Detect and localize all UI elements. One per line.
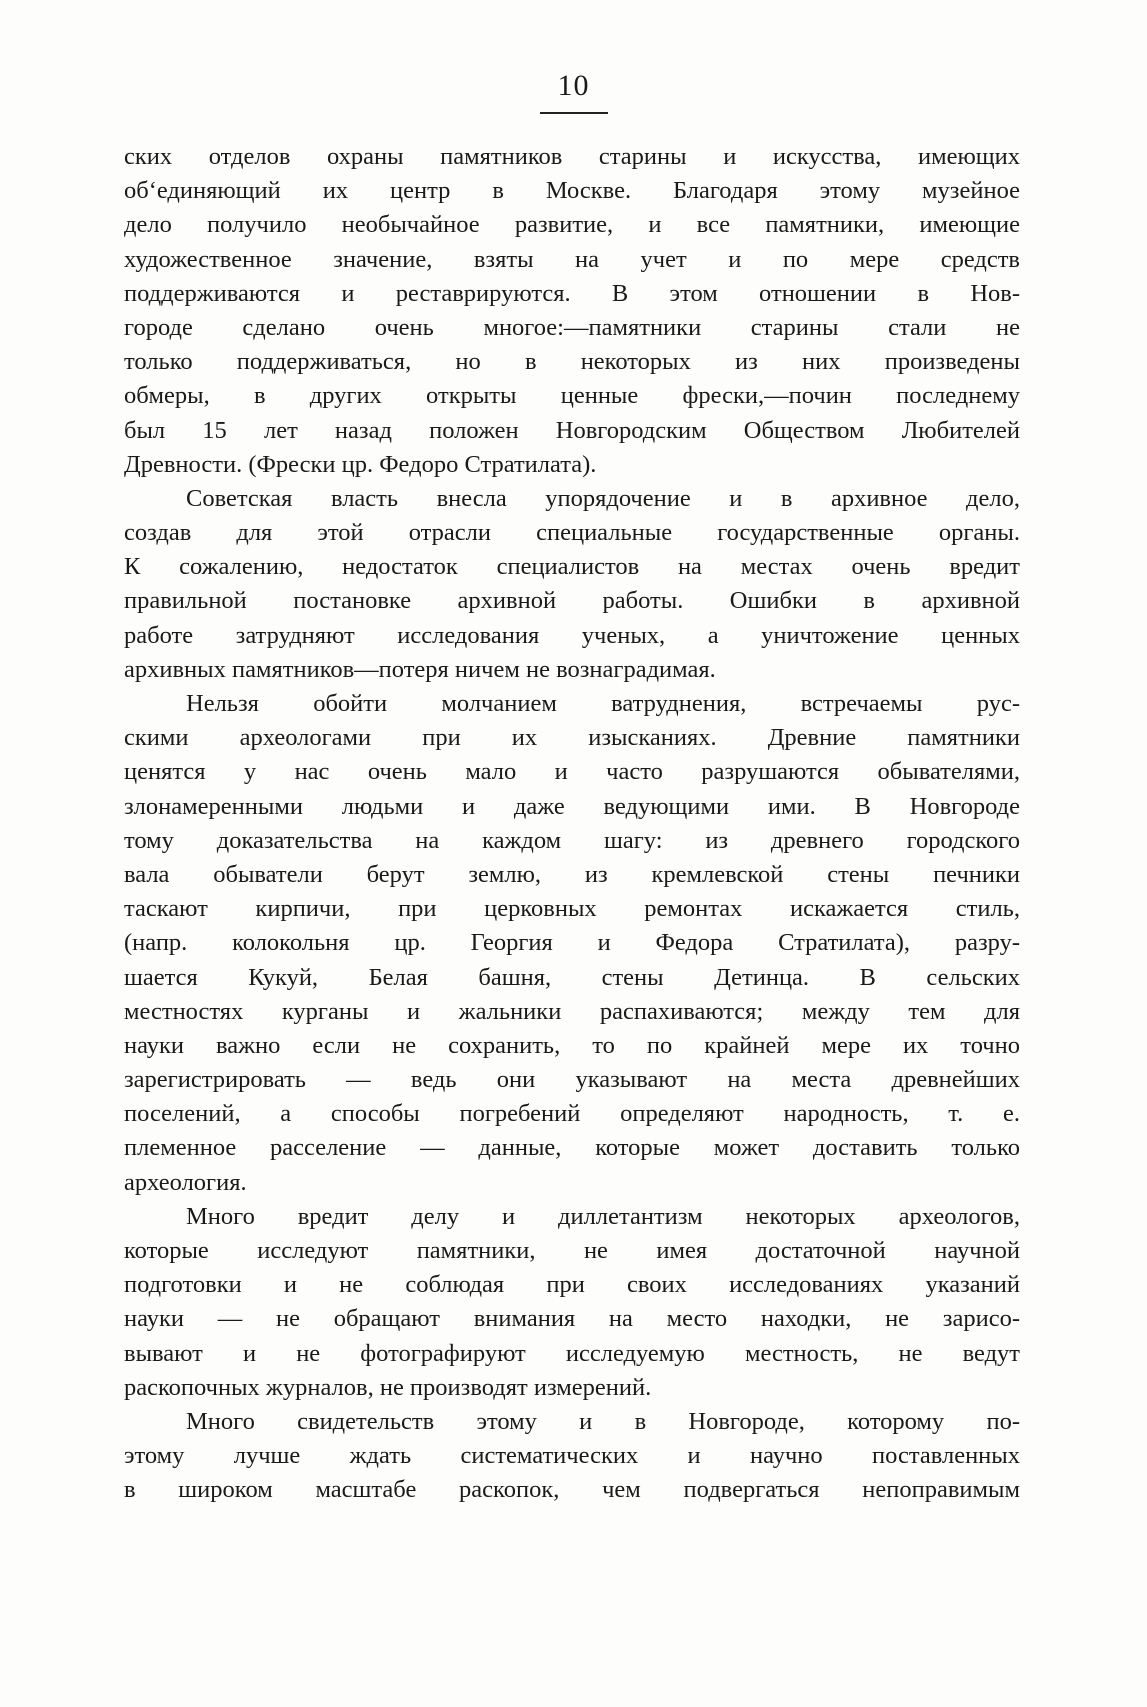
- text-line: городе сделано очень многое:—памятники старины стали не: [124, 313, 1020, 341]
- text-line: создав для этой отрасли специальные государственные органы.: [124, 519, 1020, 547]
- text-line: обмеры, в других открыты ценные фрески,—почин последнему: [124, 382, 1020, 410]
- text-line: злонамеренными людьми и даже ведующими ими. В Новгороде: [124, 792, 1020, 820]
- text-line: археология.: [124, 1168, 247, 1196]
- text-line: этому лучше ждать систематических и научно поставленных: [124, 1442, 1020, 1470]
- text-line: архивных памятников—потеря ничем не вознаградимая.: [124, 655, 716, 683]
- text-line: науки важно если не сохранить, то по крайней мере их точно: [124, 1031, 1020, 1059]
- text-line: поддерживаются и реставрируются. В этом отношении в Нов-: [124, 279, 1020, 307]
- text-line: ценятся у нас очень мало и часто разрушаются обывателями,: [124, 758, 1020, 786]
- text-line: ских отделов охраны памятников старины и искусства, имеющих: [124, 143, 1020, 170]
- text-line: подготовки и не соблюдая при своих исследованиях указаний: [124, 1271, 1020, 1299]
- body-text: [124, 140, 1020, 1508]
- text-line: шается Кукуй, Белая башня, стены Детинца. В сельских: [124, 963, 1020, 991]
- text-line: в широком масштабе раскопок, чем подвергаться непоправимым: [124, 1476, 1020, 1504]
- text-line: только поддерживаться, но в некоторых из них произведены: [124, 348, 1020, 376]
- text-line: раскопочных журналов, не производят измерений.: [124, 1373, 652, 1401]
- text-line: работе затрудняют исследования ученых, а уничтожение ценных: [124, 621, 1020, 649]
- text-line: науки — не обращают внимания на место находки, не зарисо-: [124, 1305, 1020, 1333]
- text-line: таскают кирпичи, при церковных ремонтах искажается стиль,: [124, 895, 1020, 923]
- text-line: Много вредит делу и диллетантизм некоторых археологов,: [186, 1202, 1020, 1230]
- text-line: зарегистрировать — ведь они указывают на места древнейших: [124, 1066, 1020, 1094]
- text-line: Советская власть внесла упорядочение и в архивное дело,: [186, 484, 1020, 512]
- text-line: местностях курганы и жальники распахиваются; между тем для: [124, 997, 1020, 1025]
- page-number: 10: [557, 69, 590, 102]
- text-line: был 15 лет назад положен Новгородским Обществом Любителей: [124, 416, 1020, 444]
- text-line: Нельзя обойти молчанием ватруднения, встречаемы рус-: [186, 690, 1020, 717]
- text-line: скими археологами при их изысканиях. Древние памятники: [124, 724, 1020, 752]
- page-number-underline: [540, 112, 608, 114]
- text-line: К сожалению, недостаток специалистов на местах очень вредит: [124, 553, 1020, 581]
- text-line: которые исследуют памятники, не имея достаточной научной: [124, 1237, 1020, 1264]
- text-line: об‘единяющий их центр в Москве. Благодаря этому музейное: [124, 177, 1020, 205]
- text-line: тому доказательства на каждом шагу: из древнего городского: [124, 826, 1020, 854]
- text-line: вала обыватели берут землю, из кремлевской стены печники: [124, 860, 1020, 888]
- text-line: художественное значение, взяты на учет и по мере средств: [124, 245, 1020, 273]
- text-line: Древности. (Фрески цр. Федоро Стратилата).: [124, 450, 597, 478]
- text-line: поселений, а способы погребений определяют народность, т. е.: [124, 1100, 1020, 1128]
- text-line: племенное расселение — данные, которые может доставить только: [124, 1134, 1020, 1162]
- text-line: вывают и не фотографируют исследуемую местность, не ведут: [124, 1339, 1020, 1367]
- text-line: правильной постановке архивной работы. Ошибки в архивной: [124, 587, 1020, 615]
- text-line: (напр. колокольня цр. Георгия и Федора Стратилата), разру-: [124, 929, 1020, 957]
- text-line: Много свидетельств этому и в Новгороде, которому по-: [186, 1407, 1020, 1435]
- text-line: дело получило необычайное развитие, и все памятники, имеющие: [124, 211, 1020, 239]
